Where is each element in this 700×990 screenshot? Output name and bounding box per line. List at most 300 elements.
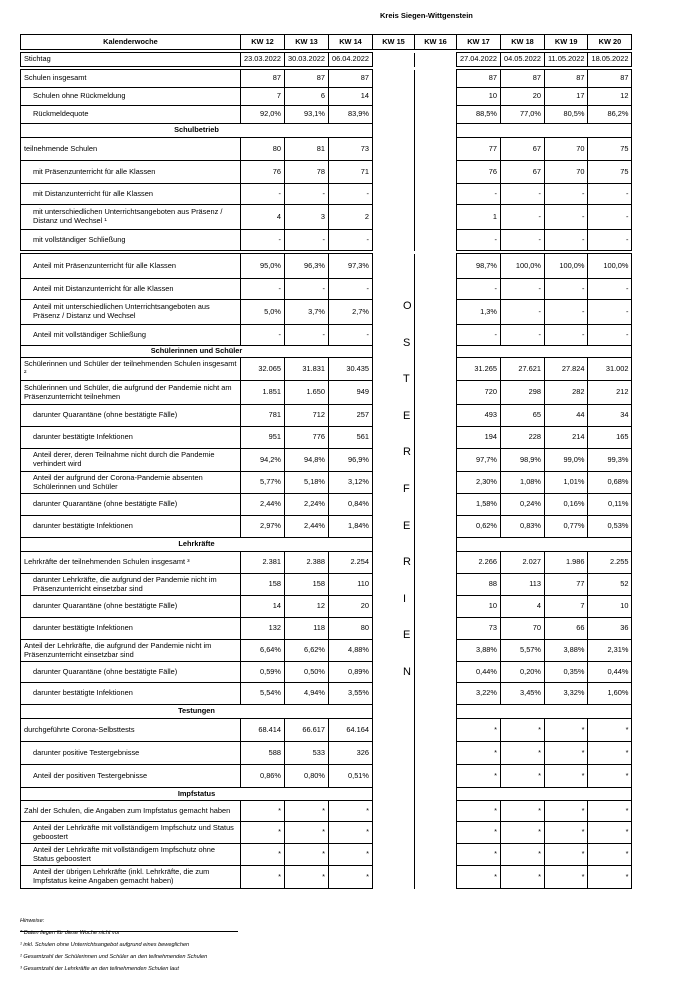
row-label: Zahl der Schulen, die Angaben zum Impfstatus gemacht haben bbox=[21, 801, 241, 822]
closed-week-cell bbox=[373, 138, 415, 161]
row-value: 10 bbox=[457, 596, 501, 618]
row-value: - bbox=[329, 230, 373, 251]
row-value: - bbox=[545, 300, 588, 325]
row-value: 3,45% bbox=[501, 683, 545, 705]
section-header-row bbox=[21, 788, 632, 801]
row-value: 776 bbox=[285, 427, 329, 449]
row-value: 83,9% bbox=[329, 106, 373, 124]
row-value: 1.650 bbox=[285, 381, 329, 405]
data-row bbox=[21, 801, 632, 822]
row-label: darunter Quarantäne (ohne bestätigte Fälle) bbox=[21, 405, 241, 427]
row-value: - bbox=[329, 184, 373, 205]
row-value: 87 bbox=[457, 70, 501, 88]
row-value: 3,12% bbox=[329, 472, 373, 494]
osterferien-letter: R bbox=[403, 446, 411, 459]
row-value: 88 bbox=[457, 574, 501, 596]
row-value: 1,84% bbox=[329, 516, 373, 538]
closed-week-cell bbox=[415, 683, 457, 705]
closed-week-cell bbox=[415, 494, 457, 516]
row-value: - bbox=[545, 205, 588, 230]
row-value: 75 bbox=[588, 161, 632, 184]
closed-week-cell bbox=[415, 254, 457, 279]
row-value: 3,88% bbox=[457, 640, 501, 662]
closed-week-cell bbox=[373, 866, 415, 889]
row-value: 80 bbox=[329, 618, 373, 640]
row-label: mit Distanzunterricht für alle Klassen bbox=[21, 184, 241, 205]
row-value: 80,5% bbox=[545, 106, 588, 124]
closed-week-cell bbox=[373, 705, 415, 719]
row-label: mit vollständiger Schließung bbox=[21, 230, 241, 251]
section-header-row bbox=[21, 124, 632, 138]
row-label: darunter bestätigte Infektionen bbox=[21, 516, 241, 538]
row-label: mit Präsenzunterricht für alle Klassen bbox=[21, 161, 241, 184]
row-value: 52 bbox=[588, 574, 632, 596]
row-value: 4,94% bbox=[285, 683, 329, 705]
column-header-kw: KW 13 bbox=[285, 35, 329, 50]
row-value: * bbox=[329, 844, 373, 866]
row-value: 87 bbox=[329, 70, 373, 88]
row-value: - bbox=[588, 205, 632, 230]
row-value: 30.435 bbox=[329, 358, 373, 381]
row-value: 3,7% bbox=[285, 300, 329, 325]
closed-week-cell bbox=[415, 866, 457, 889]
section-title: Testungen bbox=[21, 705, 373, 719]
data-row bbox=[21, 230, 632, 251]
row-value: 0,68% bbox=[588, 472, 632, 494]
stichtag-row bbox=[21, 53, 632, 67]
row-value: 14 bbox=[329, 88, 373, 106]
data-row bbox=[21, 358, 632, 381]
row-value: 36 bbox=[588, 618, 632, 640]
closed-week-cell bbox=[415, 765, 457, 788]
row-label: darunter positive Testergebnisse bbox=[21, 742, 241, 765]
closed-week-cell bbox=[415, 124, 457, 138]
row-value: 98,9% bbox=[501, 449, 545, 472]
closed-week-cell bbox=[415, 844, 457, 866]
row-value: - bbox=[501, 279, 545, 300]
closed-week-cell bbox=[415, 53, 457, 67]
closed-week-cell bbox=[373, 70, 415, 88]
row-label: darunter bestätigte Infektionen bbox=[21, 618, 241, 640]
osterferien-letter: E bbox=[403, 409, 411, 422]
closed-week-cell bbox=[373, 788, 415, 801]
column-header-kw: KW 17 bbox=[457, 35, 501, 50]
row-value: 87 bbox=[285, 70, 329, 88]
closed-week-cell bbox=[415, 88, 457, 106]
row-value: * bbox=[457, 742, 501, 765]
row-value: - bbox=[588, 279, 632, 300]
row-value: - bbox=[285, 325, 329, 346]
column-header-kw: KW 18 bbox=[501, 35, 545, 50]
row-value: - bbox=[241, 325, 285, 346]
row-value: 0,50% bbox=[285, 662, 329, 683]
row-value: 3,32% bbox=[545, 683, 588, 705]
data-row bbox=[21, 279, 632, 300]
osterferien-letter: E bbox=[403, 629, 411, 642]
column-header-kw: KW 15 bbox=[373, 35, 415, 50]
row-value: 2,7% bbox=[329, 300, 373, 325]
row-value: 110 bbox=[329, 574, 373, 596]
row-value: 0,62% bbox=[457, 516, 501, 538]
closed-week-cell bbox=[415, 742, 457, 765]
row-value: 533 bbox=[285, 742, 329, 765]
row-value: * bbox=[329, 822, 373, 844]
row-value: * bbox=[457, 801, 501, 822]
section-spacer bbox=[457, 538, 632, 552]
row-value: * bbox=[457, 866, 501, 889]
row-value: * bbox=[241, 801, 285, 822]
row-value: 2.255 bbox=[588, 552, 632, 574]
closed-week-cell bbox=[373, 88, 415, 106]
column-header-kw: KW 20 bbox=[588, 35, 632, 50]
closed-week-cell bbox=[415, 596, 457, 618]
row-value: 5,0% bbox=[241, 300, 285, 325]
closed-week-cell bbox=[373, 844, 415, 866]
row-value: 561 bbox=[329, 427, 373, 449]
closed-week-cell bbox=[415, 205, 457, 230]
row-value: * bbox=[501, 742, 545, 765]
footnote-item: * Daten liegen für diese Woche nicht vor bbox=[20, 930, 120, 936]
row-label: Anteil mit Präsenzunterricht für alle Klassen bbox=[21, 254, 241, 279]
section-title: Schülerinnen und Schüler bbox=[21, 346, 373, 358]
column-header-kw: KW 14 bbox=[329, 35, 373, 50]
row-label: mit unterschiedlichen Unterrichtsangeboten aus Präsenz / Distanz und Wechsel ¹ bbox=[21, 205, 241, 230]
osterferien-letter: N bbox=[403, 665, 411, 678]
closed-week-cell bbox=[415, 516, 457, 538]
row-value: 73 bbox=[329, 138, 373, 161]
row-value: 100,0% bbox=[545, 254, 588, 279]
row-value: 2.027 bbox=[501, 552, 545, 574]
row-value: 76 bbox=[457, 161, 501, 184]
row-value: * bbox=[457, 844, 501, 866]
row-value: * bbox=[588, 719, 632, 742]
row-label: Schulen insgesamt bbox=[21, 70, 241, 88]
section-header-row bbox=[21, 538, 632, 552]
row-value: 31.002 bbox=[588, 358, 632, 381]
row-value: * bbox=[457, 719, 501, 742]
closed-week-cell bbox=[373, 719, 415, 742]
closed-week-cell bbox=[373, 161, 415, 184]
row-value: - bbox=[545, 230, 588, 251]
closed-week-cell bbox=[415, 405, 457, 427]
row-value: 2,97% bbox=[241, 516, 285, 538]
row-value: 87 bbox=[241, 70, 285, 88]
row-value: - bbox=[501, 325, 545, 346]
closed-week-cell bbox=[415, 106, 457, 124]
row-value: 6,62% bbox=[285, 640, 329, 662]
row-value: 1,60% bbox=[588, 683, 632, 705]
row-value: 951 bbox=[241, 427, 285, 449]
section-title: Lehrkräfte bbox=[21, 538, 373, 552]
row-value: * bbox=[588, 844, 632, 866]
section-spacer bbox=[457, 124, 632, 138]
row-label: Anteil der übrigen Lehrkräfte (inkl. Lehrkräfte, die zum Impfstatus keine Angaben gemacht haben) bbox=[21, 866, 241, 889]
footnotes bbox=[20, 918, 207, 978]
row-value: 588 bbox=[241, 742, 285, 765]
row-value: 0,44% bbox=[457, 662, 501, 683]
row-value: 66 bbox=[545, 618, 588, 640]
footnote-heading: Hinweise: bbox=[20, 918, 45, 924]
row-value: 0,44% bbox=[588, 662, 632, 683]
stichtag-date: 06.04.2022 bbox=[329, 53, 373, 67]
row-value: 20 bbox=[501, 88, 545, 106]
row-value: 87 bbox=[545, 70, 588, 88]
row-value: 99,3% bbox=[588, 449, 632, 472]
stichtag-date: 04.05.2022 bbox=[501, 53, 545, 67]
row-label: durchgeführte Corona-Selbsttests bbox=[21, 719, 241, 742]
data-row bbox=[21, 765, 632, 788]
closed-week-cell bbox=[415, 161, 457, 184]
row-value: 98,7% bbox=[457, 254, 501, 279]
row-value: 95,0% bbox=[241, 254, 285, 279]
row-value: 67 bbox=[501, 161, 545, 184]
row-value: * bbox=[545, 866, 588, 889]
row-value: * bbox=[588, 742, 632, 765]
row-label: Anteil mit vollständiger Schließung bbox=[21, 325, 241, 346]
closed-week-cell bbox=[415, 346, 457, 358]
row-value: 67 bbox=[501, 138, 545, 161]
header-row bbox=[21, 35, 632, 50]
stichtag-label: Stichtag bbox=[21, 53, 241, 67]
row-value: 80 bbox=[241, 138, 285, 161]
row-value: 97,3% bbox=[329, 254, 373, 279]
row-label: Anteil mit Distanzunterricht für alle Klassen bbox=[21, 279, 241, 300]
osterferien-letter: S bbox=[403, 336, 411, 349]
row-value: - bbox=[501, 230, 545, 251]
osterferien-letter: I bbox=[403, 592, 407, 605]
row-value: 4 bbox=[501, 596, 545, 618]
row-label: darunter Quarantäne (ohne bestätigte Fälle) bbox=[21, 662, 241, 683]
row-value: 0,35% bbox=[545, 662, 588, 683]
row-value: - bbox=[457, 325, 501, 346]
row-value: 3,22% bbox=[457, 683, 501, 705]
row-value: 100,0% bbox=[501, 254, 545, 279]
row-value: 87 bbox=[501, 70, 545, 88]
osterferien-letter: E bbox=[403, 519, 411, 532]
row-value: 34 bbox=[588, 405, 632, 427]
row-value: 0,51% bbox=[329, 765, 373, 788]
row-value: 68.414 bbox=[241, 719, 285, 742]
row-value: 214 bbox=[545, 427, 588, 449]
row-value: * bbox=[545, 719, 588, 742]
row-value: 6,64% bbox=[241, 640, 285, 662]
closed-week-cell bbox=[415, 427, 457, 449]
data-row bbox=[21, 618, 632, 640]
data-row bbox=[21, 683, 632, 705]
row-value: 7 bbox=[545, 596, 588, 618]
row-value: 96,9% bbox=[329, 449, 373, 472]
row-value: * bbox=[545, 822, 588, 844]
osterferien-letter: O bbox=[403, 300, 412, 312]
row-value: 87 bbox=[588, 70, 632, 88]
row-label: Anteil der Lehrkräfte, die aufgrund der Pandemie nicht im Präsenzunterricht einsetzbar sind bbox=[21, 640, 241, 662]
row-value: - bbox=[501, 205, 545, 230]
osterferien-letter: R bbox=[403, 556, 411, 569]
closed-week-cell bbox=[415, 279, 457, 300]
row-value: 27.824 bbox=[545, 358, 588, 381]
row-value: 70 bbox=[545, 138, 588, 161]
row-value: 0,86% bbox=[241, 765, 285, 788]
row-value: - bbox=[457, 279, 501, 300]
row-value: * bbox=[241, 866, 285, 889]
row-value: 113 bbox=[501, 574, 545, 596]
row-value: 282 bbox=[545, 381, 588, 405]
row-value: 493 bbox=[457, 405, 501, 427]
closed-week-cell bbox=[373, 742, 415, 765]
row-value: 65 bbox=[501, 405, 545, 427]
row-value: * bbox=[285, 866, 329, 889]
osterferien-letter: T bbox=[403, 373, 410, 386]
closed-week-cell bbox=[373, 765, 415, 788]
row-value: * bbox=[501, 844, 545, 866]
row-value: 77,0% bbox=[501, 106, 545, 124]
row-value: 2.381 bbox=[241, 552, 285, 574]
row-value: 1 bbox=[457, 205, 501, 230]
row-value: 212 bbox=[588, 381, 632, 405]
closed-week-cell bbox=[373, 254, 415, 279]
row-label: darunter bestätigte Infektionen bbox=[21, 683, 241, 705]
row-value: 96,3% bbox=[285, 254, 329, 279]
row-value: 0,24% bbox=[501, 494, 545, 516]
row-label: darunter Quarantäne (ohne bestätigte Fälle) bbox=[21, 596, 241, 618]
closed-week-cell bbox=[373, 822, 415, 844]
row-value: 257 bbox=[329, 405, 373, 427]
row-label: darunter Lehrkräfte, die aufgrund der Pandemie nicht im Präsenzunterricht einsetzbar sind bbox=[21, 574, 241, 596]
row-value: * bbox=[329, 801, 373, 822]
row-value: 720 bbox=[457, 381, 501, 405]
row-value: 2.254 bbox=[329, 552, 373, 574]
row-value: 94,2% bbox=[241, 449, 285, 472]
footnote-divider bbox=[20, 931, 238, 932]
row-value: 0,83% bbox=[501, 516, 545, 538]
row-value: 93,1% bbox=[285, 106, 329, 124]
row-value: 0,84% bbox=[329, 494, 373, 516]
row-value: 194 bbox=[457, 427, 501, 449]
closed-week-cell bbox=[373, 801, 415, 822]
row-value: * bbox=[285, 801, 329, 822]
data-row bbox=[21, 106, 632, 124]
row-value: - bbox=[241, 230, 285, 251]
row-value: 712 bbox=[285, 405, 329, 427]
row-value: * bbox=[285, 822, 329, 844]
row-label: Anteil der aufgrund der Corona-Pandemie absenten Schülerinnen und Schüler bbox=[21, 472, 241, 494]
row-value: 44 bbox=[545, 405, 588, 427]
closed-week-cell bbox=[373, 53, 415, 67]
data-row bbox=[21, 161, 632, 184]
row-value: 97,7% bbox=[457, 449, 501, 472]
row-value: - bbox=[241, 184, 285, 205]
closed-week-cell bbox=[415, 822, 457, 844]
row-value: 27.621 bbox=[501, 358, 545, 381]
row-value: 0,59% bbox=[241, 662, 285, 683]
row-value: 781 bbox=[241, 405, 285, 427]
closed-week-cell bbox=[415, 640, 457, 662]
data-row bbox=[21, 325, 632, 346]
row-label: darunter bestätigte Infektionen bbox=[21, 427, 241, 449]
row-label: darunter Quarantäne (ohne bestätigte Fälle) bbox=[21, 494, 241, 516]
row-value: 78 bbox=[285, 161, 329, 184]
data-row bbox=[21, 184, 632, 205]
osterferien-letter: F bbox=[403, 482, 410, 495]
row-label: Anteil derer, deren Teilnahme nicht durch die Pandemie verhindert wird bbox=[21, 449, 241, 472]
row-value: - bbox=[545, 279, 588, 300]
row-value: * bbox=[501, 801, 545, 822]
row-value: - bbox=[329, 325, 373, 346]
row-value: 2.388 bbox=[285, 552, 329, 574]
closed-week-cell bbox=[415, 552, 457, 574]
closed-week-cell bbox=[415, 358, 457, 381]
row-value: - bbox=[501, 184, 545, 205]
data-row bbox=[21, 640, 632, 662]
closed-week-cell bbox=[415, 325, 457, 346]
data-row bbox=[21, 88, 632, 106]
data-row bbox=[21, 494, 632, 516]
stichtag-date: 27.04.2022 bbox=[457, 53, 501, 67]
row-value: - bbox=[457, 184, 501, 205]
row-value: 1,3% bbox=[457, 300, 501, 325]
row-value: 10 bbox=[588, 596, 632, 618]
row-value: 5,54% bbox=[241, 683, 285, 705]
row-value: * bbox=[501, 822, 545, 844]
data-row bbox=[21, 574, 632, 596]
osterferien-vertical-label bbox=[403, 300, 412, 703]
row-value: 2,24% bbox=[285, 494, 329, 516]
row-value: * bbox=[241, 844, 285, 866]
row-value: 2,31% bbox=[588, 640, 632, 662]
data-row bbox=[21, 70, 632, 88]
closed-week-cell bbox=[415, 705, 457, 719]
row-value: 94,8% bbox=[285, 449, 329, 472]
row-value: 3,88% bbox=[545, 640, 588, 662]
row-value: 158 bbox=[285, 574, 329, 596]
closed-week-cell bbox=[415, 788, 457, 801]
row-value: 71 bbox=[329, 161, 373, 184]
row-value: 17 bbox=[545, 88, 588, 106]
row-value: 1,58% bbox=[457, 494, 501, 516]
data-row bbox=[21, 866, 632, 889]
row-value: 66.617 bbox=[285, 719, 329, 742]
closed-week-cell bbox=[373, 106, 415, 124]
data-row bbox=[21, 427, 632, 449]
row-value: 4,88% bbox=[329, 640, 373, 662]
row-value: - bbox=[545, 184, 588, 205]
row-value: 0,11% bbox=[588, 494, 632, 516]
row-value: 3,55% bbox=[329, 683, 373, 705]
row-value: 5,77% bbox=[241, 472, 285, 494]
row-value: 81 bbox=[285, 138, 329, 161]
data-row bbox=[21, 449, 632, 472]
section-title: Schulbetrieb bbox=[21, 124, 373, 138]
row-value: 2,44% bbox=[241, 494, 285, 516]
row-value: * bbox=[545, 844, 588, 866]
data-row bbox=[21, 254, 632, 279]
row-label: Anteil der Lehrkräfte mit vollständigem Impfschutz und Status geboostert bbox=[21, 822, 241, 844]
closed-week-cell bbox=[373, 205, 415, 230]
row-label: Anteil der positiven Testergebnisse bbox=[21, 765, 241, 788]
row-value: 0,16% bbox=[545, 494, 588, 516]
row-value: 2.266 bbox=[457, 552, 501, 574]
row-value: * bbox=[501, 719, 545, 742]
row-value: 70 bbox=[501, 618, 545, 640]
row-value: * bbox=[588, 866, 632, 889]
column-header-week: Kalenderwoche bbox=[21, 35, 241, 50]
row-value: 76 bbox=[241, 161, 285, 184]
row-value: 118 bbox=[285, 618, 329, 640]
row-value: 2,30% bbox=[457, 472, 501, 494]
closed-week-cell bbox=[415, 449, 457, 472]
row-value: * bbox=[241, 822, 285, 844]
stichtag-date: 11.05.2022 bbox=[545, 53, 588, 67]
